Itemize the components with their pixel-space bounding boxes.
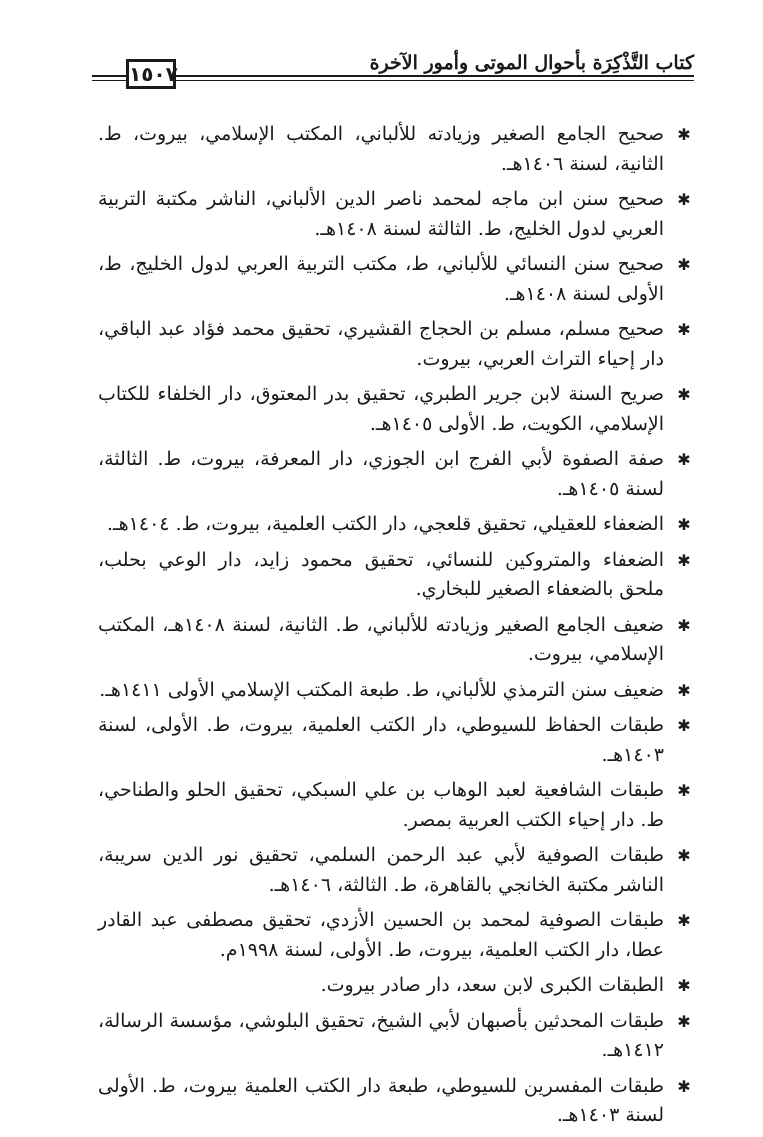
entry-text: صفة الصفوة لأبي الفرج ابن الجوزي، دار المعرفة، بيروت، ط. الثالثة، لسنة ١٤٠٥هـ. [98,448,664,500]
bibliography-entry [98,906,694,965]
bibliography-entry [98,1007,694,1066]
asterisk-bullet-icon: ✱ [677,781,691,800]
asterisk-bullet-icon: ✱ [677,125,691,144]
entry-text: طبقات المفسرين للسيوطي، طبعة دار الكتب العلمية بيروت، ط. الأولى لسنة ١٤٠٣هـ. [98,1074,664,1126]
bibliography-entry [98,250,694,309]
asterisk-bullet-icon: ✱ [677,255,691,274]
bibliography-entry [98,676,694,706]
bibliography-entry [98,445,694,504]
bibliography-entry [98,611,694,670]
asterisk-bullet-icon: ✱ [677,515,691,534]
bibliography-entry [98,841,694,900]
entry-text: الضعفاء للعقيلي، تحقيق قلعجي، دار الكتب العلمية، بيروت، ط. ١٤٠٤هـ. [107,513,664,535]
entry-text: طبقات المحدثين بأصبهان لأبي الشيخ، تحقيق البلوشي، مؤسسة الرسالة، ١٤١٢هـ. [98,1009,664,1061]
bibliography-entry [98,380,694,439]
entry-text: صحيح مسلم، مسلم بن الحجاج القشيري، تحقيق محمد فؤاد عبد الباقي، دار إحياء التراث العربي، بيروت. [98,318,664,370]
page-number: ١٥٠٧ [126,59,176,89]
asterisk-bullet-icon: ✱ [677,190,691,209]
asterisk-bullet-icon: ✱ [677,846,691,865]
entry-text: ضعيف سنن الترمذي للألباني، ط. طبعة المكتب الإسلامي الأولى ١٤١١هـ. [99,678,664,701]
bibliography-entry [98,546,694,605]
header-rule-thin [92,80,694,81]
asterisk-bullet-icon: ✱ [677,450,691,469]
asterisk-bullet-icon: ✱ [677,615,691,635]
entry-text: طبقات الصوفية لأبي عبد الرحمن السلمي، تحقيق نور الدين سريبة، الناشر مكتبة الخانجي بالقاهرة، ط. الثالثة، ١٤٠٦هـ. [98,844,664,896]
bibliography-entry [98,711,694,770]
running-title: كتاب التَّذْكِرَة بأحوال الموتى وأمور الآخرة [369,52,694,74]
bibliography-entry [98,776,694,835]
entry-text: الضعفاء والمتروكين للنسائي، تحقيق محمود زايد، دار الوعي بحلب، ملحق بالضعفاء الصغير للبخاري. [98,548,664,600]
bibliography-entry [98,971,694,1001]
entry-text: الطبقات الكبرى لابن سعد، دار صادر بيروت. [320,974,664,996]
entry-text: صريح السنة لابن جرير الطبري، تحقيق بدر المعتوق، دار الخلفاء للكتاب الإسلامي، الكويت، ط. الأولى ١٤٠٥هـ. [98,383,664,435]
asterisk-bullet-icon: ✱ [677,1011,691,1031]
bibliography-entry [98,1072,694,1131]
asterisk-bullet-icon: ✱ [677,550,691,570]
entry-text: صحيح سنن ابن ماجه لمحمد ناصر الدين الألباني، الناشر مكتبة التربية العربي لدول الخليج، ط. الثالثة لسنة ١٤٠٨هـ. [98,188,664,240]
bibliography-entry [98,510,694,540]
asterisk-bullet-icon: ✱ [677,976,691,995]
asterisk-bullet-icon: ✱ [677,680,691,700]
bibliography-entry [98,185,694,244]
entry-text: صحيح سنن النسائي للألباني، ط، مكتب التربية العربي لدول الخليج، ط، الأولى لسنة ١٤٠٨هـ. [98,253,664,305]
asterisk-bullet-icon: ✱ [677,385,691,404]
entry-text: طبقات الصوفية لمحمد بن الحسين الأزدي، تحقيق مصطفى عبد القادر عطا، دار الكتب العلمية، بيروت، ط. الأولى، لسنة ١٩٩٨م. [98,909,664,961]
asterisk-bullet-icon: ✱ [677,716,691,735]
entry-text: طبقات الشافعية لعبد الوهاب بن علي السبكي، تحقيق الحلو والطناحي، ط. دار إحياء الكتب العربية بمصر. [98,779,664,831]
asterisk-bullet-icon: ✱ [677,320,691,339]
header-rule-thick [92,75,694,77]
bibliography-list [98,120,694,1137]
entry-text: طبقات الحفاظ للسيوطي، دار الكتب العلمية، بيروت، ط. الأولى، لسنة ١٤٠٣هـ. [98,714,664,766]
asterisk-bullet-icon: ✱ [677,1076,691,1096]
entry-text: ضعيف الجامع الصغير وزيادته للألباني، ط. الثانية، لسنة ١٤٠٨هـ، المكتب الإسلامي، بيروت. [98,613,664,665]
entry-text: صحيح الجامع الصغير وزيادته للألباني، المكتب الإسلامي، بيروت، ط. الثانية، لسنة ١٤٠٦هـ. [98,123,664,175]
bibliography-entry [98,315,694,374]
page-header [92,44,694,100]
bibliography-entry [98,120,694,179]
asterisk-bullet-icon: ✱ [677,911,691,930]
